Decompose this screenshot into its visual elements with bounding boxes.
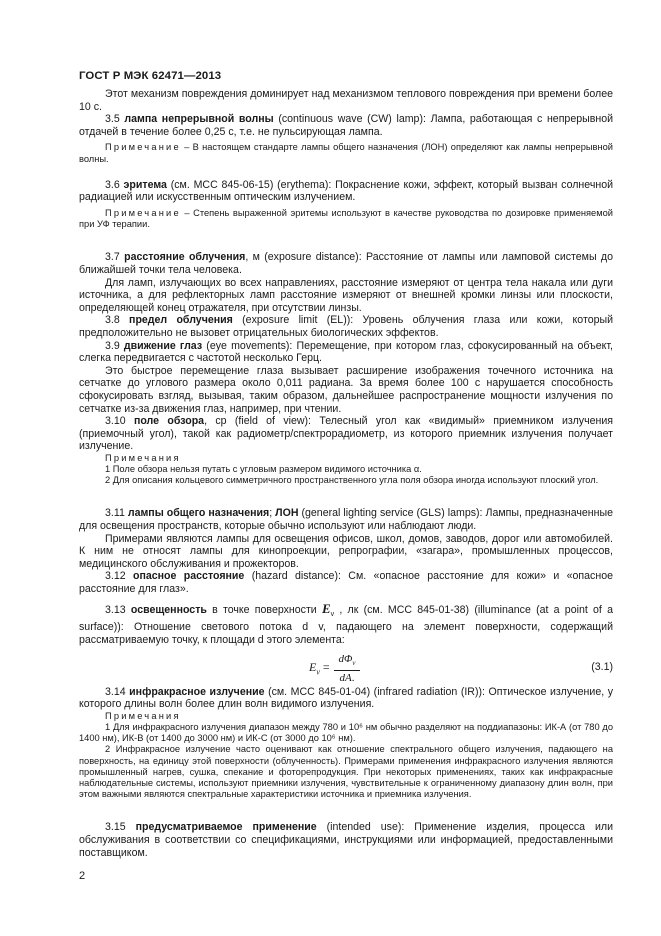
note-item: 1 Для инфракрасного излучения диапазон между 780 и 10⁶ нм обычно разделяют на поддиапазоны: ИК-А (от 780 до 1400 нм), ИК-В (от 1400 до 3000 нм) и ИК-С (от 3000 до 10⁶ нм).	[79, 721, 613, 744]
formula-numerator	[334, 652, 360, 670]
term-3-5	[79, 113, 613, 138]
term-number: 3.15	[105, 821, 136, 834]
formula-lhs	[309, 661, 330, 679]
note-label: Примечания	[105, 710, 181, 721]
formula-lhs-symbol: E	[309, 659, 317, 674]
term-number: 3.9	[105, 339, 124, 352]
term-3-9	[79, 340, 613, 365]
note-label: Примечания	[105, 452, 181, 463]
term-3-8	[79, 314, 613, 339]
term-title: лампа непрерывной волны	[124, 113, 274, 126]
term-definition: (intended use): Применение изделия, процесса или обслуживания в соответствии со спецификациями, инструкциями или информацией, предоставленными поставщиком.	[79, 821, 614, 859]
term-definition: (см. МСС 845-06-15) (erythema): Покраснение кожи, эффект, который вызван солнечной радиацией или искусственным оптическим излучением.	[79, 178, 614, 204]
term-3-13	[79, 600, 613, 647]
term-definition: (exposure limit (EL)): Уровень облучения глаза или кожи, который предположительно не вызовет отрицательных биологических эффектов.	[79, 314, 614, 339]
formula-equals: =	[319, 659, 330, 674]
term-number: 3.6	[105, 178, 124, 191]
term-title: инфракрасное излучение	[129, 685, 265, 698]
formula-fraction	[334, 652, 360, 685]
note-item: 1 Поле обзора нельзя путать с угловым размером видимого источника α.	[105, 464, 422, 475]
formula-period: .	[351, 671, 355, 684]
term-separator: ;	[269, 507, 276, 520]
term-number: 3.8	[105, 314, 130, 327]
term-number: 3.13	[105, 603, 131, 616]
term-3-6	[79, 179, 613, 204]
term-number: 3.10	[105, 415, 134, 428]
term-definition: , м (exposure distance): Расстояние от лампы или ламповой системы до ближайшей точки тела человека.	[79, 251, 614, 276]
formula-denominator	[334, 671, 360, 685]
term-title: поле обзора	[133, 415, 205, 428]
formula-number: (3.1)	[591, 660, 613, 673]
term-title: освещенность	[130, 603, 207, 616]
term-definition: (см. МСС 845-01-04) (infrared radiation (IR)): Оптическое излучение, у которого длины волн более длин волн видимого излучения.	[79, 685, 613, 711]
term-text: в точке поверхности	[206, 603, 322, 616]
paragraph: Это быстрое перемещение глаза вызывает расширение изображения точечного источника на сетчатке до углового размера около 0,011 радиана. За время более 100 с нарушается способность сфокусировать взгляд, вызывая, таким образом, дальнейшее распространение мощности излучения по сетчатке из-за движения глаз, например, при чтении.	[79, 364, 613, 415]
term-title: расстояние облучения	[124, 251, 246, 264]
paragraph: Примерами являются лампы для освещения офисов, школ, домов, заводов, дорог или автомобилей. К ним не относят лампы для кинопроекции, репрографии, «загара», промышленных процессов, медицинского обслуживания и прожекторов.	[79, 532, 613, 570]
term-title: эритема	[123, 178, 167, 191]
note-3-5	[79, 142, 613, 164]
document-body	[79, 88, 613, 859]
term-3-14	[79, 686, 613, 711]
term-title: лампы общего назначения	[127, 507, 270, 520]
notes-label	[79, 711, 613, 722]
term-number: 3.11	[105, 507, 128, 520]
formula-lhs-subscript: v	[316, 666, 320, 676]
note-text: – Степень выраженной эритемы используют в качестве руководства по дозировке применяемой при УФ терапии.	[79, 207, 613, 230]
term-abbreviation: ЛОН	[275, 507, 299, 520]
note-label: Примечание	[105, 207, 181, 218]
note-item: 2 Инфракрасное излучение часто оценивают как отношение спектрального общего излучения, падающего на поверхность, на единицу этой поверхности (облученность). Примерами применения инфракрасного излучения являются промышленный нагрев, сушка, спекание и фоторепродукция. При некоторых применениях, таких как инфракрасные наблюдательные системы, используют приемники излучения, чувствительные к ограниченному диапазону длин волн, при этом важными являются спектральные характеристики источника и приемника излучения.	[79, 744, 613, 800]
term-number: 3.7	[105, 251, 125, 264]
term-number: 3.12	[105, 570, 133, 583]
note-label: Примечание	[105, 142, 181, 153]
term-definition: (continuous wave (CW) lamp): Лампа, работающая с непрерывной отдачей в течение более 0,25 с, т.е. не пульсирующая лампа.	[79, 113, 614, 138]
document-header: ГОСТ Р МЭК 62471—2013	[79, 70, 222, 82]
note-3-6	[79, 208, 613, 230]
illuminance-symbol: E	[321, 600, 331, 616]
term-definition: (eye movements): Перемещение, при котором глаз, сфокусированный на объект, слегка передвигается с частотой несколько Герц.	[79, 339, 613, 365]
formula-denominator-text: dA	[339, 671, 352, 684]
notes-label	[79, 453, 613, 464]
term-definition: , ср (field of view): Телесный угол как «видимый» приемником излучения (приемочный угол), такой как радиометр/спектрорадиометр, из которого приемник излучения получает излучение.	[79, 415, 614, 453]
term-3-15	[79, 821, 613, 859]
term-definition: (hazard distance): См. «опасное расстояние для кожи» и «опасное расстояние для глаз».	[79, 570, 613, 596]
term-definition: (general lighting service (GLS) lamps): Лампы, предназначенные для освещения пространств, которые обычно используют или наблюдают люди.	[79, 507, 613, 533]
paragraph: Этот механизм повреждения доминирует над механизмом теплового повреждения при времени более 10 с.	[79, 88, 613, 113]
term-3-7	[79, 251, 613, 276]
term-3-10	[79, 415, 613, 453]
illuminance-subscript: v	[330, 610, 335, 618]
term-title: предусматриваемое применение	[135, 821, 317, 834]
term-3-12	[79, 570, 613, 595]
term-title: движение глаз	[123, 339, 203, 352]
term-3-11	[79, 507, 613, 532]
formula-numerator-subscript: v	[352, 658, 356, 667]
term-title: предел облучения	[129, 314, 233, 327]
term-number: 3.14	[105, 685, 130, 698]
term-title: опасное расстояние	[133, 570, 245, 583]
note-item: 2 Для описания кольцевого симметричного пространственного угла поля обзора иногда используют плоский угол.	[105, 475, 599, 486]
paragraph: Для ламп, излучающих во всех направлениях, расстояние измеряют от центра тела накала или дуги источника, а для рефлекторных ламп расстояние измеряют от внешней кромки линзы или плоскости, определяющей конец отражателя, при отсутствии линзы.	[79, 276, 613, 314]
term-definition: , лк (см. МСС 845-01-38) (illuminance (at a point of a surface)): Отношение светового потока d v, падающего на элемент поверхности, содержащий рассматриваемую точку, к площади d этого элемента:	[79, 603, 613, 646]
formula-3-1	[79, 650, 613, 686]
formula-numerator-text: dΦ	[338, 652, 353, 665]
page-number: 2	[79, 870, 86, 882]
term-number: 3.5	[105, 113, 125, 126]
note-text: – В настоящем стандарте лампы общего назначения (ЛОН) определяют как лампы непрерывной волны.	[79, 142, 613, 164]
